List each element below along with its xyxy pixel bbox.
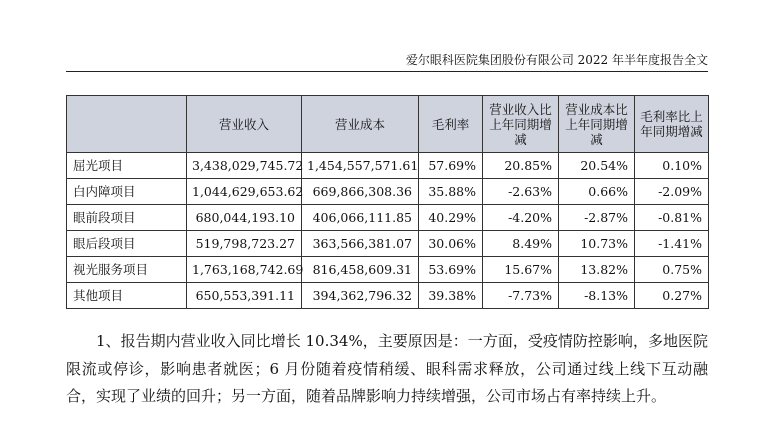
header-cell: 营业成本 xyxy=(302,96,419,153)
revenue-cell: 1,044,629,653.62 xyxy=(187,179,302,205)
margin-cell: 57.69% xyxy=(419,153,483,179)
header-cell: 毛利率 xyxy=(419,96,483,153)
body-paragraph: 1、报告期内营业收入同比增长 10.34%，主要原因是：一方面，受疫情防控影响，多地医院限流或停诊，影响患者就医；6 月份随着疫情稍缓、眼科需求释放，公司通过线上线下互动融合，实现了业绩的回升；另一方面，随着品牌影响力持续增强，公司市场占有率持续上升。 xyxy=(66,332,708,405)
revenue-change-cell: 8.49% xyxy=(483,231,559,257)
margin-cell: 39.38% xyxy=(419,283,483,309)
row-label: 视光服务项目 xyxy=(67,257,187,283)
revenue-cell: 1,763,168,742.69 xyxy=(187,257,302,283)
cost-change-cell: 0.66% xyxy=(559,179,635,205)
cost-cell: 1,454,557,571.61 xyxy=(302,153,419,179)
margin-change-cell: 0.27% xyxy=(635,283,709,309)
margin-cell: 53.69% xyxy=(419,257,483,283)
revenue-cell: 3,438,029,745.72 xyxy=(187,153,302,179)
margin-change-cell: -0.81% xyxy=(635,205,709,231)
row-label: 眼前段项目 xyxy=(67,205,187,231)
revenue-change-cell: -2.63% xyxy=(483,179,559,205)
table-row xyxy=(67,231,709,257)
row-label: 白内障项目 xyxy=(67,179,187,205)
table-row xyxy=(67,205,709,231)
row-label: 其他项目 xyxy=(67,283,187,309)
header-cell xyxy=(67,96,187,153)
revenue-change-cell: 15.67% xyxy=(483,257,559,283)
cost-cell: 406,066,111.85 xyxy=(302,205,419,231)
revenue-change-cell: -4.20% xyxy=(483,205,559,231)
cost-change-cell: -2.87% xyxy=(559,205,635,231)
cost-cell: 394,362,796.32 xyxy=(302,283,419,309)
table-row xyxy=(67,257,709,283)
margin-cell: 30.06% xyxy=(419,231,483,257)
revenue-cost-table xyxy=(66,95,709,309)
revenue-change-cell: -7.73% xyxy=(483,283,559,309)
table-header-row xyxy=(67,96,709,153)
margin-change-cell: -2.09% xyxy=(635,179,709,205)
margin-cell: 40.29% xyxy=(419,205,483,231)
revenue-change-cell: 20.85% xyxy=(483,153,559,179)
header-divider xyxy=(66,71,708,72)
table-row xyxy=(67,179,709,205)
cost-change-cell: 13.82% xyxy=(559,257,635,283)
cost-cell: 816,458,609.31 xyxy=(302,257,419,283)
row-label: 眼后段项目 xyxy=(67,231,187,257)
table-row xyxy=(67,153,709,179)
revenue-cell: 680,044,193.10 xyxy=(187,205,302,231)
revenue-cell: 519,798,723.27 xyxy=(187,231,302,257)
cost-cell: 669,866,308.36 xyxy=(302,179,419,205)
margin-change-cell: -1.41% xyxy=(635,231,709,257)
row-label: 屈光项目 xyxy=(67,153,187,179)
cost-change-cell: 20.54% xyxy=(559,153,635,179)
margin-cell: 35.88% xyxy=(419,179,483,205)
revenue-cell: 650,553,391.11 xyxy=(187,283,302,309)
header-cell: 营业收入比上年同期增减 xyxy=(483,96,559,153)
report-header-title: 爱尔眼科医院集团股份有限公司 2022 年半年度报告全文 xyxy=(405,53,708,67)
margin-change-cell: 0.10% xyxy=(635,153,709,179)
cost-cell: 363,566,381.07 xyxy=(302,231,419,257)
cost-change-cell: -8.13% xyxy=(559,283,635,309)
header-cell: 营业收入 xyxy=(187,96,302,153)
header-cell: 毛利率比上年同期增减 xyxy=(635,96,709,153)
table-row xyxy=(67,283,709,309)
cost-change-cell: 10.73% xyxy=(559,231,635,257)
margin-change-cell: 0.75% xyxy=(635,257,709,283)
header-cell: 营业成本比上年同期增减 xyxy=(559,96,635,153)
